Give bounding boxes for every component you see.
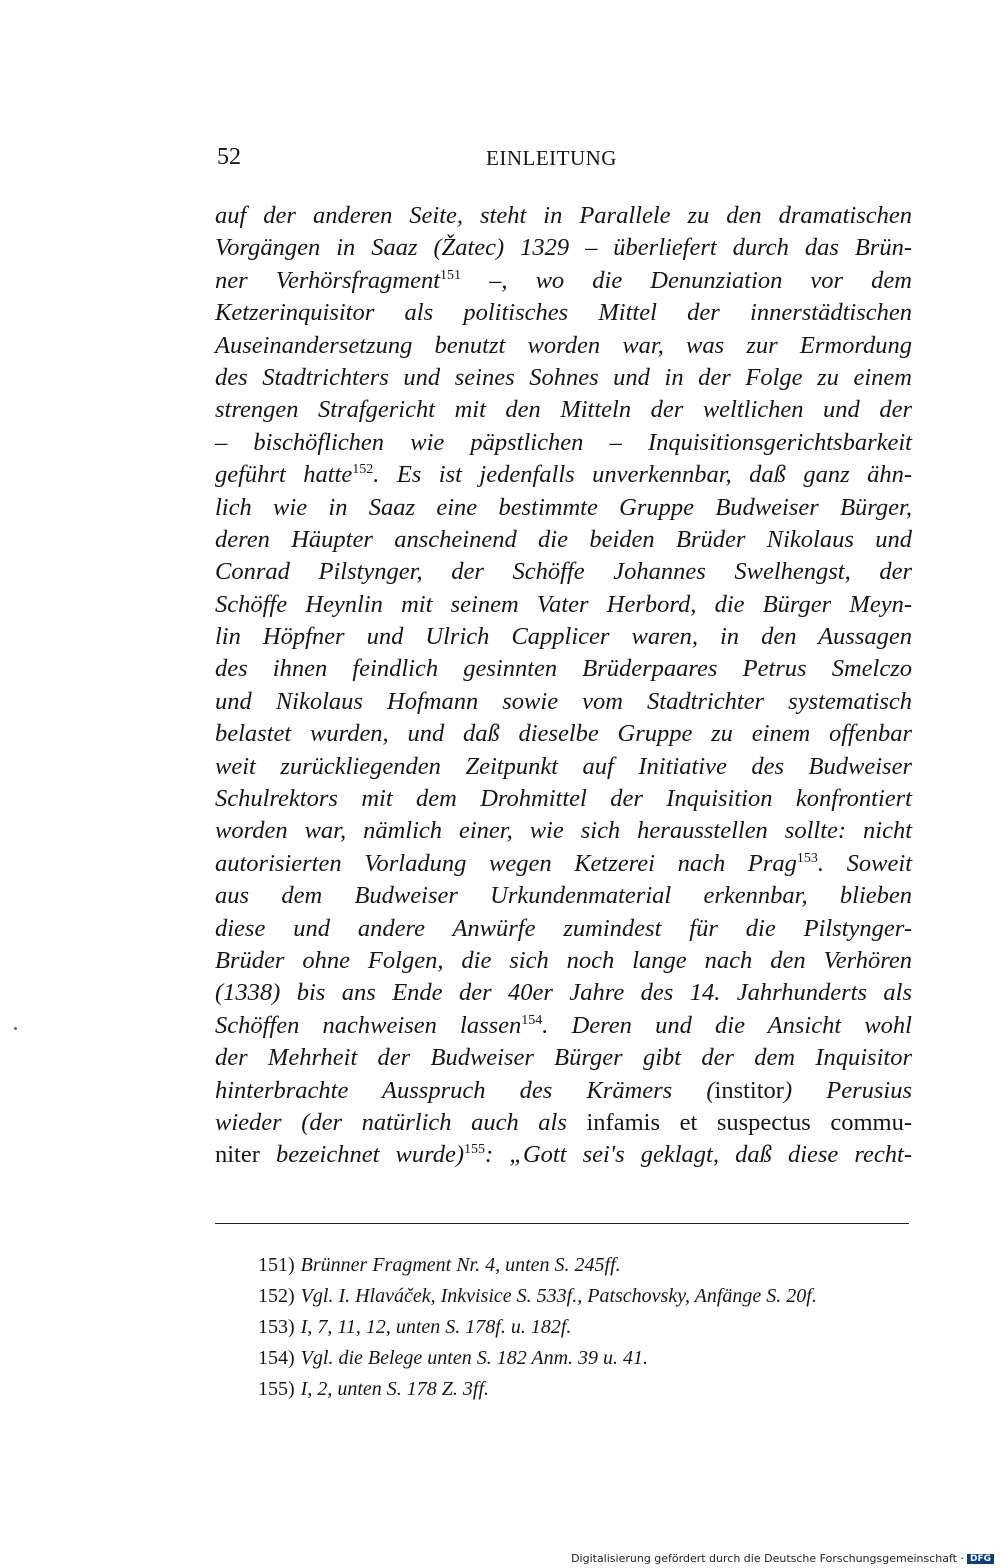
line-text: Schöffen nachweisen lassen [215, 1011, 522, 1039]
body-line [215, 1139, 912, 1171]
body-line [215, 653, 912, 685]
line-text: : „Gott sei's geklagt, daß diese recht- [485, 1141, 912, 1169]
line-text: – bischöflichen wie päpstlichen – Inquisitionsgerichtsbarkeit [215, 428, 912, 456]
body-line [215, 815, 912, 847]
line-text: wieder (der natürlich auch als [215, 1108, 587, 1136]
line-text: . Deren und die Ansicht wohl [542, 1011, 912, 1039]
footnote-reference[interactable]: 151 [440, 267, 462, 283]
body-line [215, 1042, 912, 1074]
line-text: hinterbrachte Ausspruch des Krämers ( [215, 1076, 715, 1104]
line-text: Vorgängen in Saaz (Žatec) 1329 – überliefert durch das Brün- [215, 234, 912, 262]
digitization-credit [571, 1552, 994, 1565]
body-line [215, 524, 912, 556]
body-line [215, 427, 912, 459]
line-text: autorisierten Vorladung wegen Ketzerei nach Prag [215, 849, 797, 877]
line-text: weit zurückliegenden Zeitpunkt auf Initiative des Budweiser [215, 752, 912, 780]
line-text: des ihnen feindlich gesinnten Brüderpaares Petrus Smelczo [215, 655, 912, 683]
line-text: des Stadtrichters und seines Sohnes und in der Folge zu einem [215, 363, 912, 391]
body-line [215, 459, 912, 491]
body-line [215, 394, 912, 426]
body-line [215, 686, 912, 718]
footnote [258, 1343, 817, 1374]
footnote-text: I, 2, unten S. 178 Z. 3ff. [300, 1378, 490, 1400]
footnote-rule [215, 1223, 909, 1224]
line-text: strengen Strafgericht mit den Mitteln der weltlichen und der [215, 396, 912, 424]
footnote-number: 152) [258, 1285, 295, 1307]
line-text: (1338) bis ans Ende der 40er Jahre des 14. Jahrhunderts als [215, 979, 912, 1007]
body-line [215, 751, 912, 783]
body-line [215, 232, 912, 264]
body-line [215, 330, 912, 362]
footnote-number: 154) [258, 1347, 295, 1369]
footnotes [258, 1250, 817, 1405]
body-line [215, 783, 912, 815]
footnote-reference[interactable]: 155 [464, 1142, 486, 1158]
line-text: –, wo die Denunziation vor dem [461, 266, 912, 294]
line-text: geführt hatte [215, 461, 353, 489]
line-text: Ketzerinquisitor als politisches Mittel der innerstädtischen [215, 299, 912, 327]
footnote [258, 1312, 817, 1343]
footnote-text: Vgl. I. Hlaváček, Inkvisice S. 533f., Patschovsky, Anfänge S. 20f. [300, 1285, 817, 1307]
line-text: . Soweit [817, 849, 912, 877]
line-text: und Nikolaus Hofmann sowie vom Stadtrichter systematisch [215, 687, 912, 715]
line-text: deren Häupter anscheinend die beiden Brüder Nikolaus und [215, 525, 912, 553]
line-text: lich wie in Saaz eine bestimmte Gruppe Budweiser Bürger, [215, 493, 912, 521]
line-text: worden war, nämlich einer, wie sich herausstellen sollte: nicht [215, 817, 912, 845]
line-text: belastet wurden, und daß dieselbe Gruppe zu einem offenbar [215, 720, 912, 748]
dfg-logo: DFG [967, 1554, 994, 1564]
line-text: Auseinandersetzung benutzt worden war, was zur Ermordung [215, 331, 912, 359]
line-text: diese und andere Anwürfe zumindest für die Pilstynger- [215, 914, 912, 942]
line-text: . Es ist jedenfalls unverkennbar, daß ganz ähn- [373, 461, 912, 489]
page-number: 52 [217, 144, 241, 170]
body-line [215, 880, 912, 912]
body-line [215, 589, 912, 621]
footnote-text: Vgl. die Belege unten S. 182 Anm. 39 u. 41. [300, 1347, 649, 1369]
line-text: Brüder ohne Folgen, die sich noch lange nach den Verhören [215, 946, 912, 974]
body-line [215, 1075, 912, 1107]
body-line [215, 945, 912, 977]
line-text: Conrad Pilstynger, der Schöffe Johannes Swelhengst, der [215, 558, 912, 586]
body-line [215, 297, 912, 329]
body-text [215, 200, 912, 1172]
line-text: ner Verhörsfragment [215, 266, 441, 294]
body-line [215, 1107, 912, 1139]
margin-speck [14, 1027, 17, 1030]
body-line [215, 265, 912, 297]
roman-text: niter [215, 1141, 260, 1169]
footnote-reference[interactable]: 152 [352, 462, 374, 478]
footnote-text: Brünner Fragment Nr. 4, unten S. 245ff. [300, 1254, 621, 1276]
footnote-number: 153) [258, 1316, 295, 1338]
body-line [215, 1010, 912, 1042]
body-line [215, 556, 912, 588]
roman-text: institor [714, 1076, 784, 1104]
body-line [215, 492, 912, 524]
footnote-number: 151) [258, 1254, 295, 1276]
line-text: der Mehrheit der Budweiser Bürger gibt der dem Inquisitor [215, 1044, 912, 1072]
body-line [215, 913, 912, 945]
footnote-text: I, 7, 11, 12, unten S. 178f. u. 182f. [300, 1316, 572, 1338]
line-text: Schulrektors mit dem Drohmittel der Inquisition konfrontiert [215, 785, 912, 813]
body-line [215, 621, 912, 653]
body-line [215, 362, 912, 394]
line-text: auf der anderen Seite, steht in Parallele zu den dramatischen [215, 202, 912, 229]
body-line [215, 977, 912, 1009]
line-text: ) Perusius [783, 1076, 912, 1104]
line-text: lin Höpfner und Ulrich Capplicer waren, in den Aussagen [215, 623, 912, 651]
footnote-reference[interactable]: 154 [521, 1012, 543, 1028]
line-text: aus dem Budweiser Urkundenmaterial erkennbar, blieben [215, 882, 912, 910]
body-line [215, 200, 912, 232]
line-text: Schöffe Heynlin mit seinem Vater Herbord, die Bürger Meyn- [215, 590, 912, 618]
footnote [258, 1250, 817, 1281]
footnote-number: 155) [258, 1378, 295, 1400]
body-line [215, 718, 912, 750]
footnote-reference[interactable]: 153 [796, 850, 818, 866]
line-text: bezeichnet wurde) [259, 1141, 465, 1169]
body-line [215, 848, 912, 880]
roman-text: infamis et suspectus commu- [586, 1108, 912, 1136]
credit-text: Digitalisierung gefördert durch die Deutsche Forschungsgemeinschaft · [571, 1552, 964, 1565]
footnote [258, 1374, 817, 1405]
footnote [258, 1281, 817, 1312]
running-title: EINLEITUNG [486, 146, 617, 170]
